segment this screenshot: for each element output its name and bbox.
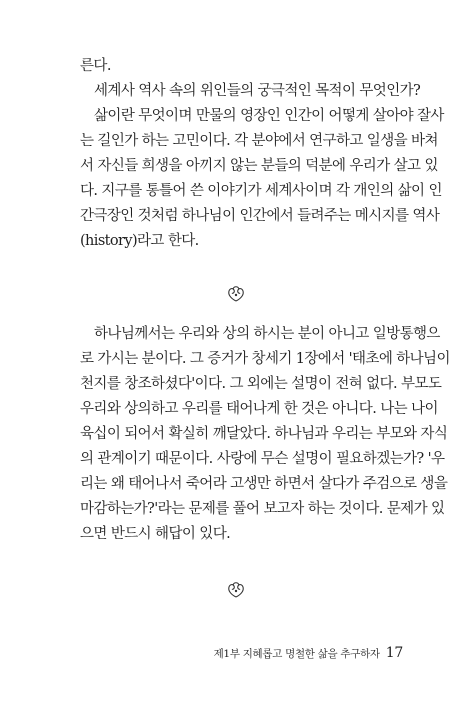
text-line: 의 관계이기 때문이다. 사랑에 무슨 설명이 필요하겠는가? '우 bbox=[80, 451, 445, 467]
text-line: 간극장인 것처럼 하나님이 인간에서 들려주는 메시지를 역사 bbox=[80, 208, 440, 224]
text-line: 로 가시는 분이다. 그 증거가 창세기 1장에서 '태초에 하나님이 bbox=[80, 351, 450, 367]
text-line: 하나님께서는 우리와 상의 하시는 분이 아니고 일방통행으 bbox=[94, 326, 440, 342]
text-line: 세계사 역사 속의 위인들의 궁극적인 목적이 무엇인가? bbox=[94, 83, 421, 99]
page-footer bbox=[0, 645, 403, 662]
text-line: 른다. bbox=[80, 58, 111, 74]
text-line: 우리와 상의하고 우리를 태어나게 한 것은 아니다. 나는 나이 bbox=[80, 401, 438, 417]
ornament-icon bbox=[226, 581, 246, 599]
text-line: 리는 왜 태어나서 죽어라 고생만 하면서 살다가 주검으로 생을 bbox=[80, 476, 448, 492]
page-number: 17 bbox=[385, 645, 403, 661]
text-line: 육십이 되어서 확실히 깨달았다. 하나님과 우리는 부모와 자식 bbox=[80, 426, 448, 442]
text-line: 천지를 창조하셨다'이다. 그 외에는 설명이 전혀 없다. 부모도 bbox=[80, 376, 442, 392]
text-line: 는 길인가 하는 고민이다. 각 분야에서 연구하고 일생을 바쳐 bbox=[80, 133, 438, 149]
text-line: 마감하는가?'라는 문제를 풀어 보고자 하는 것이다. 문제가 있 bbox=[80, 501, 445, 517]
ornament-icon bbox=[226, 285, 246, 303]
text-line: (history)라고 한다. bbox=[80, 233, 199, 249]
text-line: 서 자신들 희생을 아끼지 않는 분들의 덕분에 우리가 살고 있 bbox=[80, 158, 438, 174]
running-title: 제1부 지혜롭고 명철한 삶을 추구하자 bbox=[213, 648, 380, 660]
text-line: 다. 지구를 통틀어 쓴 이야기가 세계사이며 각 개인의 삶이 인 bbox=[80, 183, 442, 199]
text-line: 으면 반드시 해답이 있다. bbox=[80, 526, 231, 542]
text-line: 삶이란 무엇이며 만물의 영장인 인간이 어떻게 살아야 잘사 bbox=[94, 108, 444, 124]
